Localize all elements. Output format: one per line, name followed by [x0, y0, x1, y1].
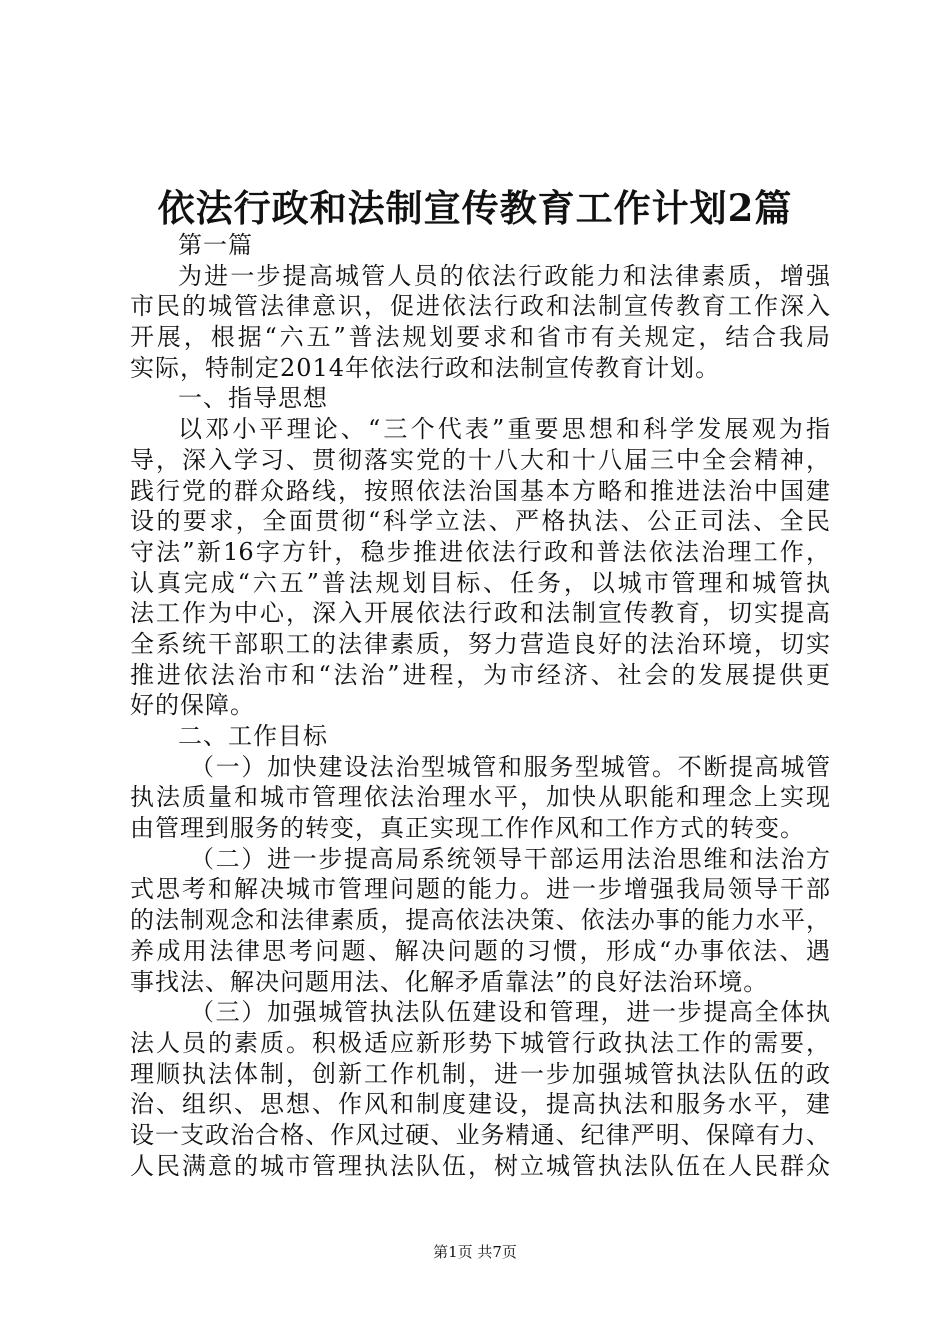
paragraph-line: （一）加快建设法治型城管和服务型城管。不断提高城管 [190, 752, 830, 781]
section-heading-guiding-thought: 一、指导思想 [178, 384, 328, 413]
paragraph-line: 好的保障。 [130, 691, 255, 720]
paragraph-line: 由管理到服务的转变，真正实现工作作风和工作方式的转变。 [130, 814, 805, 843]
paragraph-line: 推进依法治市和“法治”进程，为市经济、社会的发展提供更 [130, 660, 830, 689]
paragraph-line: 人民满意的城市管理执法队伍，树立城管执法队伍在人民群众 [130, 1151, 830, 1180]
paragraph-line: 设一支政治合格、作风过硬、业务精通、纪律严明、保障有力、 [130, 1120, 830, 1149]
paragraph-line: 全系统干部职工的法律素质，努力营造良好的法治环境，切实 [130, 629, 830, 658]
paragraph-line: 法人员的素质。积极适应新形势下城管行政执法工作的需要， [130, 1028, 830, 1057]
paragraph-line: 践行党的群众路线，按照依法治国基本方略和推进法治中国建 [130, 476, 830, 505]
paragraph-line: 导，深入学习、贯彻落实党的十八大和十八届三中全会精神， [130, 445, 830, 474]
paragraph-line: 设的要求，全面贯彻“科学立法、严格执法、公正司法、全民 [130, 507, 830, 536]
paragraph-line: （三）加强城管执法队伍建设和管理，进一步提高全体执 [190, 998, 830, 1027]
paragraph-line: 开展，根据“六五”普法规划要求和省市有关规定，结合我局 [130, 323, 830, 352]
paragraph-line: 市民的城管法律意识，促进依法行政和法制宣传教育工作深入 [130, 292, 830, 321]
paragraph-line: 理顺执法体制，创新工作机制，进一步加强城管执法队伍的政 [130, 1059, 830, 1088]
paragraph-line: 的法制观念和法律素质，提高依法决策、依法办事的能力水平， [130, 906, 830, 935]
paragraph-line: 养成用法律思考问题、解决问题的习惯，形成“办事依法、遇 [130, 936, 830, 965]
paragraph-line: （二）进一步提高局系统领导干部运用法治思维和法治方 [190, 844, 830, 873]
paragraph-line: 式思考和解决城市管理问题的能力。进一步增强我局领导干部 [130, 875, 830, 904]
paragraph-line: 执法质量和城市管理依法治理水平，加快从职能和理念上实现 [130, 783, 830, 812]
paragraph-line: 法工作为中心，深入开展依法行政和法制宣传教育，切实提高 [130, 599, 830, 628]
section-heading-work-goals: 二、工作目标 [178, 722, 328, 750]
paragraph-line: 事找法、解决问题用法、化解矛盾靠法”的良好法治环境。 [130, 967, 769, 996]
paragraph-line: 为进一步提高城管人员的依法行政能力和法律素质，增强 [178, 261, 830, 290]
page-number-footer: 第1页 共7页 [433, 1243, 517, 1261]
document-title: 依法行政和法制宣传教育工作计划2篇 [157, 186, 793, 230]
section-heading-part-one: 第一篇 [178, 231, 253, 259]
document-body [130, 230, 830, 1181]
paragraph-line: 认真完成“六五”普法规划目标、任务，以城市管理和城管执 [130, 568, 830, 597]
paragraph-line: 以邓小平理论、“三个代表”重要思想和科学发展观为指 [178, 415, 830, 444]
paragraph-line: 守法”新16字方针，稳步推进依法行政和普法依法治理工作， [130, 537, 830, 566]
paragraph-line: 治、组织、思想、作风和制度建设，提高执法和服务水平，建 [130, 1090, 830, 1119]
paragraph-line: 实际，特制定2014年依法行政和法制宣传教育计划。 [130, 353, 721, 382]
